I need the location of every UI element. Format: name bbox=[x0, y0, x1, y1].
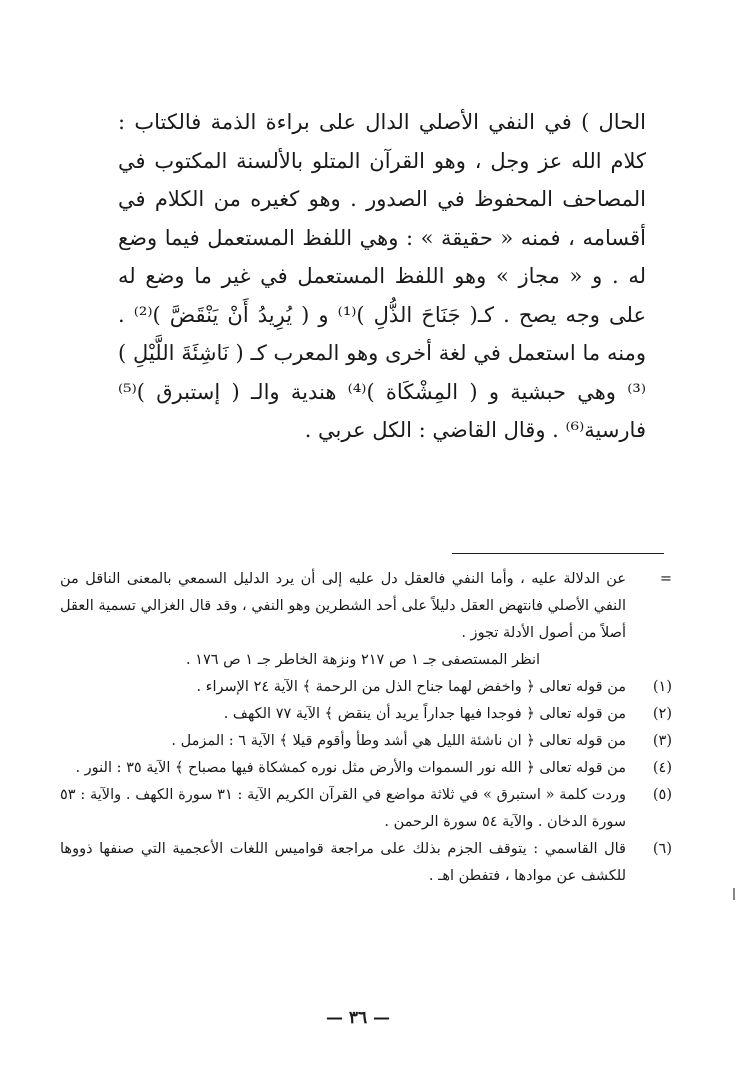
page-number: — ٣٦ — bbox=[325, 1008, 391, 1028]
footnote-item bbox=[60, 701, 672, 728]
footnote-item bbox=[60, 674, 672, 701]
footnotes-section bbox=[60, 566, 672, 890]
main-text-block bbox=[118, 103, 646, 450]
footnote-text: من قوله تعالى ﴿ الله نور السموات والأرض مثل نوره كمشكاة فيها مصباح ﴾ الآية ٣٥ : النور . bbox=[75, 760, 626, 776]
footnote-text: من قوله تعالى ﴿ ان ناشئة الليل هي أشد وطأ وأقوم قيلا ﴾ الآية ٦ : المزمل . bbox=[171, 733, 626, 749]
main-paragraph: الحال ) في النفي الأصلي الدال على براءة الذمة فالكتاب : كلام الله عز وجل ، وهو القرآن المتلو بالألسنة المكتوب في المصاحف المحفوظ في الصدور . وهو كغيره من الكلام في أقسامه ، فمنه « حقيقة » : وهي اللفظ المستعمل فيما وضع له . و « مجاز » وهو اللفظ المستعمل في غير ما وضع له على وجه يصح . كـ( جَنَاحَ الذُّلِ )⁽¹⁾ و ( يُرِيدُ أَنْ يَنْقَضَّ )⁽²⁾ . ومنه ما استعمل في لغة أخرى وهو المعرب كـ ( نَاشِئَةَ اللَّيْلِ )⁽³⁾ وهي حبشية و ( المِشْكَاة )⁽⁴⁾ هندية والـ ( إستبرق )⁽⁵⁾ فارسية⁽⁶⁾ . وقال القاضي : الكل عربي . bbox=[118, 110, 646, 442]
margin-mark bbox=[733, 888, 735, 900]
footnote-item bbox=[60, 755, 672, 782]
footnote-item bbox=[60, 728, 672, 755]
footnote-reference: انظر المستصفى جـ ١ ص ٢١٧ ونزهة الخاطر جـ ١ ص ١٧٦ . bbox=[185, 652, 541, 668]
footnote-text: من قوله تعالى ﴿ واخفض لهما جناح الذل من الرحمة ﴾ الآية ٢٤ الإسراء . bbox=[196, 679, 626, 695]
footnote-text: وردت كلمة « استبرق » في ثلاثة مواضع في القرآن الكريم الآية : ٣١ سورة الكهف . والآية : ٥٣ سورة الدخان . والآية ٥٤ سورة الرحمن . bbox=[60, 787, 626, 830]
footnote-continuation-text: عن الدلالة عليه ، وأما النفي فالعقل دل عليه إلى أن يرد الدليل السمعي بالمعنى الناقل من النفي الأصلي فانتهض العقل دليلاً على أحد الشطرين وهو النفي ، وقد قال الغزالي تسمية العقل أصلاً من أصول الأدلة تجوز . bbox=[60, 571, 626, 641]
footnote-number: (٣) bbox=[652, 733, 672, 749]
footnote-number: (٥) bbox=[652, 787, 672, 803]
footnote-continuation bbox=[60, 566, 672, 647]
footnote-separator bbox=[452, 553, 664, 554]
footnote-number: (٢) bbox=[652, 706, 672, 722]
footnote-text: من قوله تعالى ﴿ فوجدا فيها جداراً يريد أن ينقض ﴾ الآية ٧٧ الكهف . bbox=[223, 706, 626, 722]
footnote-number: (٦) bbox=[652, 841, 672, 857]
footnote-text: قال القاسمي : يتوقف الجزم بذلك على مراجعة قواميس اللغات الأعجمية التي صنفها ذووها للكشف عن موادها ، فتفطن اهـ . bbox=[60, 841, 626, 884]
footnote-number: (٤) bbox=[652, 760, 672, 776]
footnote-item bbox=[60, 836, 672, 890]
continuation-marker: = bbox=[659, 571, 672, 587]
footnote-number: (١) bbox=[652, 679, 672, 695]
footnote-item bbox=[60, 782, 672, 836]
